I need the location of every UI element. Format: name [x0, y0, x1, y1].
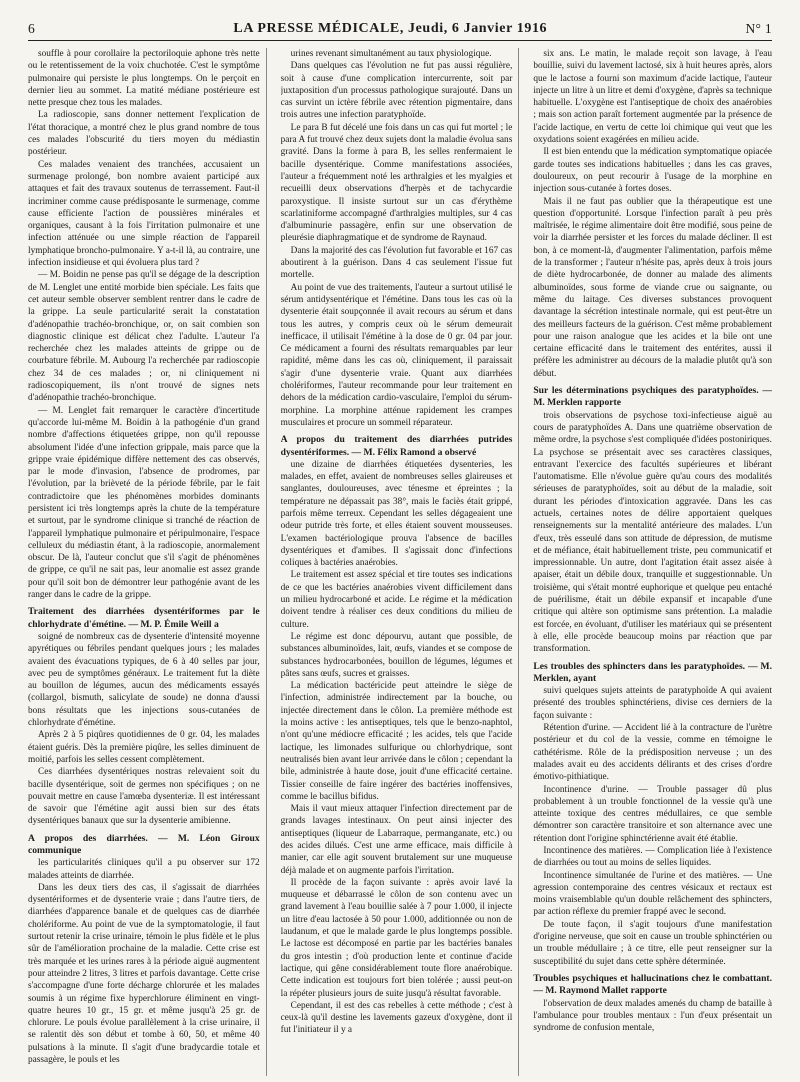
paragraph: Ces diarrhées dysentériques nostras relevaient soit du bacille dysentérique, soit de germes non spécifiques ; on ne pouvait mettre en cause l'amœba dysenteriæ. Il est intéressant de savoir que l'émétine agit aussi bien sur des états dysentériques banaux que sur la dysenterie amibienne.: [28, 767, 260, 827]
paragraph: — M. Lenglet fait remarquer le caractère d'incertitude qu'accorde lui-même M. Boidin à la pathogénie d'un grand nombre d'affections étiquetées grippe, non qu'il repousse absolument l'idée d'une infection grippale, mais parce que la grippe vraie épidémique diffère nettement des cas observés, par le mode d'invasion, l'absence de prodromes, par l'évolution, par la brièveté de la période fébrile, par le fait contradictoire que les phénomènes morbides dominants persistent ici très longtemps après la chute de la température et surtout, par le syndrome clinique si tranché de réaction de l'appareil lymphatique pulmonaire et péripulmonaire, l'espace celluleux du médiastin étant, à la radioscopie, anormalement obscur. De là, l'auteur conclut que s'il s'agit de phénomènes de grippe, ce qu'il ne sait pas, leur anomalie est assez grande pour qu'il soit bon de démontrer leur pathogénie avant de les ranger dans le cadre de la grippe.: [28, 405, 260, 601]
paragraph: souffle à pour corollaire la pectoriloquie aphone très nette ou le retentissement de la voix chuchotée. C'est le symptôme pulmonaire qui persiste le plus longtemps. On le perçoit en dernier lieu au sommet. La matité médiane postérieure est nette presque chez tous les malades.: [28, 49, 260, 109]
paragraph: Mais il vaut mieux attaquer l'infection directement par de grands lavages intestinaux. On peut ainsi injecter des antiseptiques (liqueur de Labarraque, permanganate, etc.) ou des acides dilués. C'est une arme efficace, mais difficile à manier, car elle agit souvent brutalement sur une muqueuse déjà malade et on augmente parfois l'irritation.: [280, 804, 513, 876]
paragraph: six ans. Le matin, le malade reçoit son lavage, à l'eau bouillie, suivi du lavement lactosé, six à huit heures après, alors que le lactose a fourni son maximum d'acide lactique, l'auteur injecte un litre à un litre et demi d'oxygène, d'après sa technique habituelle. L'oxygène est l'antiseptique de choix des anaérobies ; mais son action paraît fortement augmentée par la présence de l'acide lactique, en vertu de cette loi chimique qui veut que les oxydations soient exagérées en milieu acide.: [533, 49, 772, 146]
paragraph: Ces malades venaient des tranchées, accusaient un surmenage prolongé, bon nombre avaient participé aux attaques et fait des travaux soutenus de terrassement. Faut-il incriminer comme cause prédisposante le surmenage, comme cause efficiente l'action de poussières minérales et organiques, causant à la fois l'irritation pulmonaire et une infection atténuée ou une simple réaction de l'appareil lymphatique broncho-pulmonaire. Y a-t-il là, au contraire, une infection insidieuse et qui évoluera plus tard ?: [28, 159, 260, 269]
paragraph: La radioscopie, sans donner nettement l'explication de l'état thoracique, a montré chez le plus grand nombre de tous ces malades l'obscurité du tiers moyen du médiastin postérieur.: [28, 110, 260, 158]
paragraph: une dizaine de diarrhées étiquetées dysenteries, les malades, en effet, avaient de nombreuses selles glaireuses et sanglantes, douloureuses, avec ténesme et épreintes ; la température ne dépassait pas 38°, mais le faciès était grippé, parfois même terreux. Cependant les selles dégageaient une odeur putride très forte, et elles étaient souvent mousseuses. L'examen bactériologique prouva l'absence de bacilles dysentériques et d'amibes. Il s'agissait donc d'infections coliques à bactéries anaérobies.: [280, 459, 513, 569]
section-heading: A propos du traitement des diarrhées putrides dysentériformes. — M. Félix Ramond a observé: [280, 434, 513, 458]
paragraph: Mais il ne faut pas oublier que la thérapeutique est une question d'opportunité. Lorsque l'infection paraît à peu près maîtrisée, le régime alimentaire doit être modifié, sous peine de voir la diarrhée persister et les forces du malade décliner. Il est bon, à ce moment-là, d'augmenter l'alimentation, parfois même de la transformer ; l'auteur n'hésite pas, après deux à trois jours de diète hydrocarbonée, de donner au malade des aliments albuminoïdes, sous forme de viande crue ou saignante, ou même du laitage. Ces diverses substances provoquent davantage la sécrétion intestinale normale, qui est peut-être un des meilleurs facteurs de la guérison. C'est même probablement pour une raison analogue que les acides et la bile ont une certaine efficacité dans le traitement des entérites, aussi il préfère les administrer au décours de la maladie plutôt qu'à son début.: [533, 196, 772, 379]
paragraph: Rétention d'urine. — Accident lié à la contracture de l'urètre postérieur et du col de la vessie, comme en témoigne le cathétérisme. Rôle de la prédisposition nerveuse ; un des malades avait eu des accidents délirants et des crises d'ordre émotivo-pithiatique.: [533, 723, 772, 783]
paragraph: Le traitement est assez spécial et tire toutes ses indications de ce que les bactéries anaérobies vivent difficilement dans un milieu hydrocarboné et acide. Le régime et la médication doivent tendre à réaliser ces deux conditions du milieu de culture.: [280, 570, 513, 630]
paragraph: Incontinence des matières. — Complication liée à l'existence de diarrhées ou tout au moins de selles liquides.: [533, 846, 772, 869]
column-1: [28, 48, 267, 1076]
paragraph: les particularités cliniques qu'il a pu observer sur 172 malades atteints de diarrhée.: [28, 858, 260, 881]
paragraph: Dans les deux tiers des cas, il s'agissait de diarrhées dysentériformes et de dysenterie vraie ; dans l'autre tiers, de diarrhées d'apparence banale et de quelques cas de diarrhée cholériforme. Au point de vue de la symptomatologie, il faut surtout retenir la crise urinaire, témoin le plus fidèle et le plus sûr de l'amélioration prochaine de la maladie. Cette crise est très marquée et les urines rares à la période aiguë augmentent pour atteindre 2 litres, 3 litres et parfois davantage. Cette crise s'accompagne d'une forte décharge chlorurée et les malades soumis à un régime fixe hyperchlorure éliminent en vingt-quatre heures 10 gr., 15 gr. et même jusqu'à 25 gr. de chlorure. Le pouls évolue parallèlement à la crise urinaire, il se ralentit dès son début et tombe à 60, 50, et même 40 pulsations à la minute. Il s'agit d'une bradycardie totale et passagère, le pouls et les: [28, 882, 260, 1066]
column-2: [281, 48, 520, 1076]
paragraph: trois observations de psychose toxi-infectieuse aiguë au cours de paratyphoïdes A. Dans une quatrième observation de même ordre, la psychose s'est compliquée d'idées postoniriques. La psychose se présentait avec ses caractères classiques, entravant l'exercice des facultés supérieures et libérant l'automatisme. Elle n'évolue guère qu'au cours des modalités sérieuses de paratyphoïdes, soit au début de la maladie, soit durant les périodes d'intoxication aggravée. Dans les cas actuels, certaines notes de délire apportaient quelques renseignements sur la mentalité antérieure des malades. L'un d'eux, très esseulé dans son attitude de dépression, de mutisme et de méfiance, était habituellement triste, peu communicatif et impressionnable. Un autre, dont l'agitation était assez aisée à apaiser, était un débile doux, tranquille et suggestionnable. Un troisième, qui s'était montré euphorique et quelque peu entaché de puérilisme, était un débile expansif et incapable d'une critique qui altère son optimisme sans prétention. La maladie est forcée, en évoluant, d'utiliser les matériaux qui se présentent à elle, elle procède beaucoup moins par réaction que par transformation.: [533, 410, 772, 655]
page-number: 6: [28, 21, 36, 36]
section-heading: Traitement des diarrhées dysentériformes par le chlorhydrate d'émétine. — M. P. Émile Weill a: [28, 606, 260, 630]
paragraph: l'observation de deux malades amenés du champ de bataille à l'ambulance pour troubles mentaux : l'un d'eux présentait un syndrome de confusion mentale,: [533, 998, 772, 1034]
paragraph: Le para B fut décelé une fois dans un cas qui fut mortel ; le para A fut trouvé chez deux sujets dont la maladie évolua sans gravité. Dans la forme à para B, les selles renfermaient le bacille dysentérique. Comme manifestations associées, l'auteur a fréquemment noté les arthralgies et les myalgies et recueilli deux observations d'herpès et de tachycardie paroxystique. Il insiste surtout sur un cas d'érythème scarlatiniforme accompagné d'arthralgies multiples, sur 4 cas d'albuminurie passagère, enfin sur une observation de pleurésie diaphragmatique et de syndrome de Raynaud.: [280, 122, 513, 244]
paragraph: Le régime est donc dépourvu, autant que possible, de substances albuminoïdes, lait, œufs, viandes et se compose de substances hydrocarbonées, bouillon de légumes, légumes et pâtes sans œufs, sucres et graisses.: [280, 631, 513, 679]
paragraph: Incontinence simultanée de l'urine et des matières. — Une agression contemporaine des centres vésicaux et rectaux est moins vraisemblable qu'un double relâchement des sphincters, par action réflexe du premier frappé avec le second.: [533, 870, 772, 918]
issue-number: N° 1: [745, 21, 772, 36]
page-header: [28, 18, 772, 40]
journal-title: LA PRESSE MÉDICALE, Jeudi, 6 Janvier 1916: [233, 21, 548, 36]
paragraph: Cependant, il est des cas rebelles à cette méthode ; c'est à ceux-là qu'il destine les lavements gazeux d'oxygène, dont il fut l'initiateur il y a: [280, 1000, 513, 1036]
paragraph: — M. Boidin ne pense pas qu'il se dégage de la description de M. Lenglet une entité morbide bien spéciale. Les faits que cet auteur semble observer semblent rentrer dans le cadre de la grippe. La seule particularité serait la constatation d'adénopathie trachéo-bronchique, or, on sait combien son diagnostic clinique est délicat chez l'adulte. L'auteur l'a recherchée chez les malades atteints de grippe ou de courbature fébrile. M. Aubourg l'a recherchée par radioscopie chez 34 de ces malades ; or, ni cliniquement ni radioscopiquement, ils n'ont trouvé de signes nets d'adénopathie trachéo-bronchique.: [28, 270, 260, 404]
article-columns: [28, 48, 772, 1076]
paragraph: urines revenant simultanément au taux physiologique.: [290, 49, 492, 59]
section-heading: Les troubles des sphincters dans les paratyphoïdes. — M. Merklen, ayant: [533, 660, 772, 684]
paragraph: Incontinence d'urine. — Trouble passager dû plus probablement à un trouble fonctionnel de la vessie qu'à une atteinte toxique des centres médullaires, ce que semble démontrer son caractère transitoire et son alternance avec une rétention dont l'origine sphinctérienne avait été établie.: [533, 784, 772, 844]
paragraph: soigné de nombreux cas de dysenterie d'intensité moyenne apyrétiques ou fébriles pendant quelques jours ; les malades avaient des évacuations typiques, de 6 à 40 selles par jour, avec peu de symptômes généraux. Le traitement fut la diète au bouillon de légumes, aucun des médicaments essayés (collargol, bismuth, salicylate de soude) ne donna d'aussi bons résultats que les injections sous-cutanées de chlorhydrate d'émétine.: [28, 631, 260, 729]
paragraph: Dans la majorité des cas l'évolution fut favorable et 167 cas aboutirent à la guérison. Dans 4 cas seulement l'issue fut mortelle.: [280, 245, 513, 281]
paragraph: La médication bactéricide peut atteindre le siège de l'infection, administrée indirectement par la bouche, ou injectée directement dans le côlon. La première méthode est la moins active : les antiseptiques, tels que le benzo-naphtol, n'ont qu'une médiocre efficacité ; les acides, tels que l'acide lactique, les limonades sulfurique ou chlorhydrique, sont neutralisés bien avant leur arrivée dans le côlon ; cependant la bile, administrée à haute dose, jouit d'une efficacité certaine. Tissier conseille de faire ingérer des bactéries inoffensives, comme le bacillus bifidus.: [280, 681, 513, 802]
section-heading: Sur les déterminations psychiques des paratyphoïdes. — M. Merklen rapporte: [533, 385, 772, 409]
paragraph: Après 2 à 5 piqûres quotidiennes de 0 gr. 04, les malades étaient guéris. Dès la première piqûre, les selles diminuent de moitié, parfois les selles cessent complètement.: [28, 730, 260, 765]
paragraph: De toute façon, il s'agit toujours d'une manifestation d'origine nerveuse, que soit en cause un trouble sphinctérien ou un trouble médullaire ; à ce titre, elle peut renseigner sur la susceptibilité du sujet dans cette sphère déterminée.: [533, 919, 772, 967]
paragraph: Il procède de la façon suivante : après avoir lavé la muqueuse et débarrassé le côlon de son contenu avec un grand lavement à l'eau bouillie salée à 7 pour 1.000, il injecte un litre d'eau lactosée à 50 pour 1.000, additionnée ou non de laudanum, et que le malade garde le plus longtemps possible. Le lactose est décomposé en partie par les bactéries banales du gros intestin ; d'où production lente et continue d'acide lactique, qui gêne considérablement toute flore anaérobique. Cette indication est toujours fort bien tolérée ; aussi peut-on la répéter plusieurs jours de suite jusqu'à résultat favorable.: [280, 877, 513, 999]
paragraph: Il est bien entendu que la médication symptomatique opiacée garde toutes ses indications habituelles ; dans les cas graves, douloureux, on peut recourir à l'usage de la morphine en injection sous-cutanée à fortes doses.: [533, 147, 772, 195]
paragraph: Au point de vue des traitements, l'auteur a surtout utilisé le sérum antidysentérique et l'émétine. Dans tous les cas où la dysenterie était soupçonnée il avait recours au sérum et dans tous les autres, y compris ceux où le sérum demeurait inefficace, il utilisait l'émétine à la dose de 0 gr. 04 par jour. Ce médicament a fourni des résultats remarquables par leur rapidité, même dans les cas où, cliniquement, il paraissait s'agir d'une dysenterie vraie. Quant aux diarrhées cholériformes, l'auteur recommande pour leur traitement en dehors de la médication cardio-vasculaire, l'emploi du sérum-morphine. La morphine atténue rapidement les crampes musculaires et procure un sommeil réparateur.: [280, 282, 513, 428]
paragraph: Dans quelques cas l'évolution ne fut pas aussi régulière, soit à cause d'une complication intercurrente, soit par juxtaposition d'un processus pathologique surajouté. Dans un cas survint un ictère fébrile avec rétention pigmentaire, dans trois autres une infection paratyphoïde.: [280, 61, 513, 121]
paragraph: suivi quelques sujets atteints de paratyphoïde A qui avaient présenté des troubles sphinctériens, divise ces derniers de la façon suivante :: [533, 686, 772, 721]
section-heading: A propos des diarrhées. — M. Léon Giroux communique: [28, 832, 260, 856]
header-rule: [28, 40, 772, 41]
column-3: [533, 48, 772, 1076]
section-heading: Troubles psychiques et hallucinations chez le combattant. — M. Raymond Mallet rapporte: [533, 972, 772, 997]
